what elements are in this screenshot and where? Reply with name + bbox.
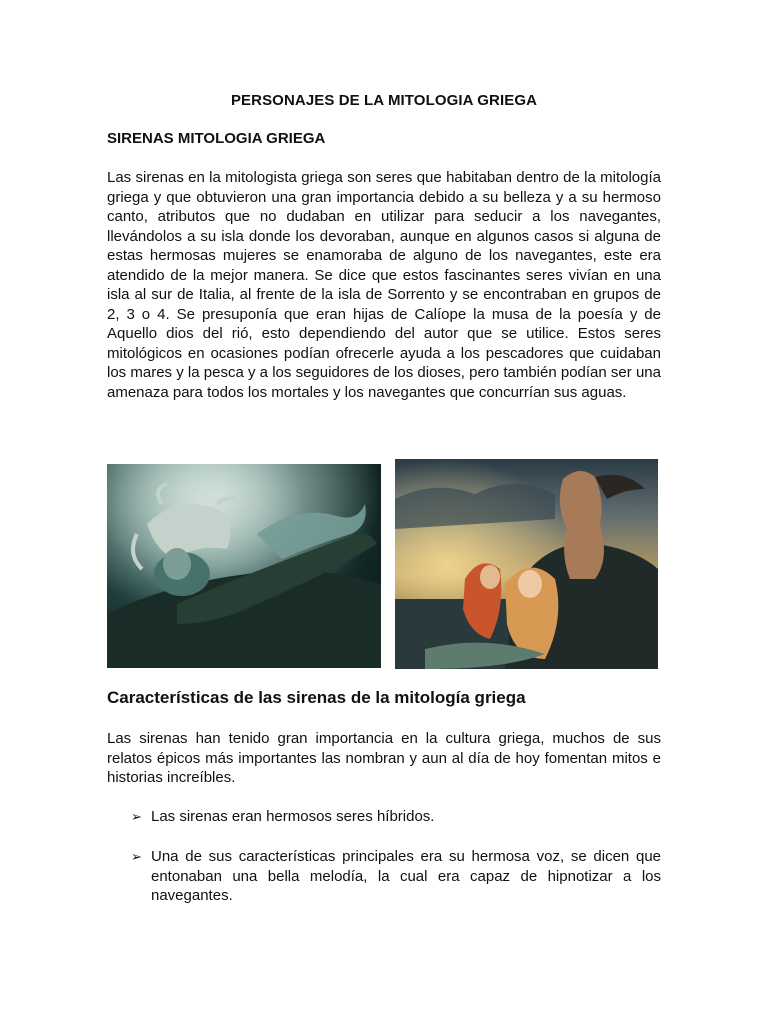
section-heading-caracteristicas: Características de las sirenas de la mitología griega <box>107 688 526 707</box>
arrow-bullet-icon: ➢ <box>131 809 142 824</box>
list-item-text: Las sirenas eran hermosos seres híbridos. <box>151 808 435 825</box>
intro-paragraph: Las sirenas en la mitologista griega son seres que habitaban dentro de la mitología griega y que obtuvieron una gran importancia debido a su belleza y a su hermoso canto, atributos que no dudaban en utilizar para seducir a los navegantes, llevándolos a su isla donde los devoraban, aunque en algunos casos si alguna de estas hermosas mujeres se enamoraba de alguno de los navegantes, este era atendido de la mejor manera. Se dice que estos fascinantes seres vivían en una isla al sur de Italia, al frente de la isla de Sorrento y se encontraban en grupos de 2, 3 o 4. Se presuponía que eran hijas de Calíope la musa de la poesía y de Aquello dios del rió, esto dependiendo del autor que se utilice. Estos seres mitológicos en ocasiones podían ofrecerle ayuda a los pescadores que cuidaban los mares y la pesca y a los seguidores de los dioses, pero también podían ser una amenaza para todos los mortales y los navegantes que concurrían sus aguas. <box>107 169 661 401</box>
list-item-text: Una de sus características principales era su hermosa voz, se dicen que entonaban una bella melodía, la cual era capaz de hipnotizar a los navegantes. <box>151 848 661 904</box>
three-mermaids-on-rock-image <box>395 459 658 669</box>
arrow-bullet-icon: ➢ <box>131 849 142 864</box>
section-heading-sirenas: SIRENAS MITOLOGIA GRIEGA <box>107 130 326 147</box>
mermaid-underwater-image <box>107 464 381 668</box>
document-title: PERSONAJES DE LA MITOLOGIA GRIEGA <box>230 92 538 109</box>
list-item <box>131 807 661 827</box>
list-item <box>131 847 661 906</box>
characteristics-paragraph: Las sirenas han tenido gran importancia en la cultura griega, muchos de sus relatos épicos más importantes las nombran y aun al día de hoy fomentan mitos e historias increíbles. <box>107 730 661 786</box>
